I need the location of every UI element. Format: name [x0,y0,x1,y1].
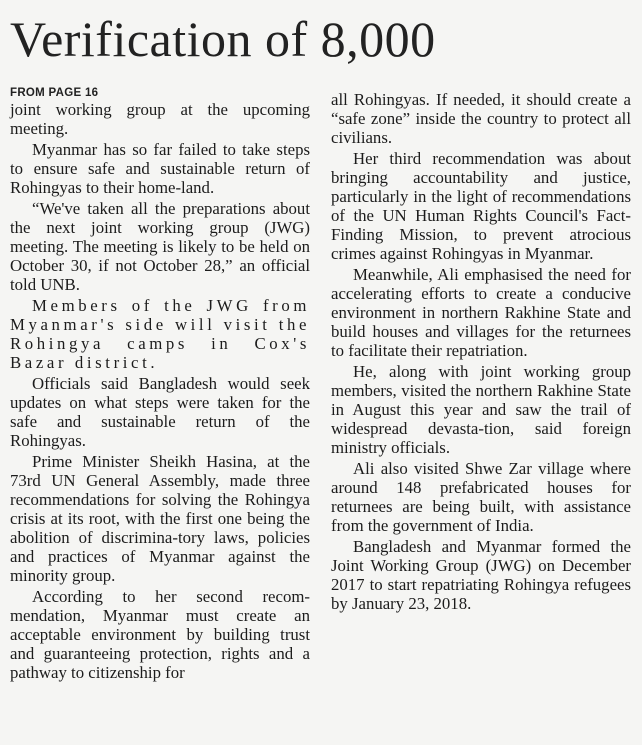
paragraph: He, along with joint working group members, visited the northern Rakhine State in August this year and saw the trail of widespread devasta-tion, said foreign ministry officials. [331,362,631,457]
paragraph: Prime Minister Sheikh Hasina, at the 73rd UN General Assembly, made three recommendations for solving the Rohingya crisis at its root, with the first one being the abolition of discrimina-tory laws, policies and practices of Myanmar against the minority group. [10,452,310,585]
paragraph: Members of the JWG from Myanmar's side will visit the Rohingya camps in Cox's Bazar district. [10,296,310,372]
article-column-left [10,86,310,682]
paragraph: According to her second recom-mendation, Myanmar must create an acceptable environment by building trust and guaranteeing protection, rights and a pathway to citizenship for [10,587,310,682]
paragraph: Her third recommendation was about bringing accountability and justice, particularly in the light of recommendations of the UN Human Rights Council's Fact-Finding Mission, to prevent atrocious crimes against Rohingyas in Myanmar. [331,149,631,263]
paragraph: joint working group at the upcoming meeting. [10,100,310,138]
article-column-right [331,90,631,613]
paragraph: Meanwhile, Ali emphasised the need for accelerating efforts to create a conducive environment in northern Rakhine State and build houses and villages for the returnees to facilitate their repatriation. [331,265,631,360]
headline: Verification of 8,000 [10,11,436,67]
paragraph: Bangladesh and Myanmar formed the Joint Working Group (JWG) on December 2017 to start repatriating Rohingya refugees by January 23, 2018. [331,537,631,613]
paragraph: “We've taken all the preparations about the next joint working group (JWG) meeting. The meeting is likely to be held on October 30, if not October 28,” an official told UNB. [10,199,310,294]
continued-from-line: FROM PAGE 16 [10,87,99,99]
paragraph: all Rohingyas. If needed, it should create a “safe zone” inside the country to protect all civilians. [331,90,631,147]
paragraph: Myanmar has so far failed to take steps to ensure safe and sustainable return of Rohingyas to their home-land. [10,140,310,197]
paragraph: Ali also visited Shwe Zar village where around 148 prefabricated houses for returnees are being built, with assistance from the government of India. [331,459,631,535]
paragraph: Officials said Bangladesh would seek updates on what steps were taken for the safe and sustainable return of the Rohingyas. [10,374,310,450]
